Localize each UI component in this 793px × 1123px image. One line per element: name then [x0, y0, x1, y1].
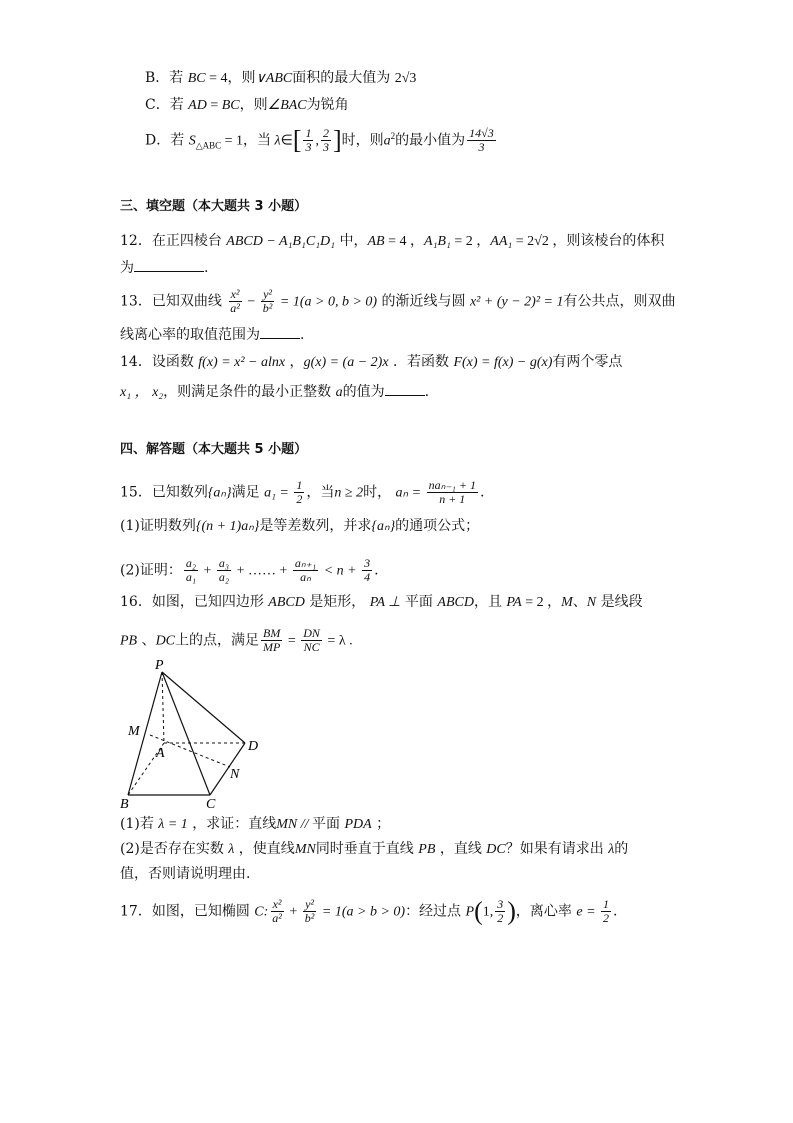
question-16-part-1: (1)若 λ = 1 ，求证：直线MN // 平面 PDA ； [120, 816, 391, 832]
question-17: 17．如图，已知椭圆 C: $\frac{\text{x²}}{\text{a²}}$ + $\frac{\text{y²}}{\text{b²}}$ = 1(a > b > 0)：经过点 P(1, $\frac{3}{2}$ )，离心率 e = $\frac{1}{2}$ . [120, 896, 618, 926]
option-b: B．若 BC = 4，则∨ABC面积的最大值为 2√3 [145, 70, 417, 86]
edge-pc [162, 672, 210, 795]
edge-cd [210, 743, 245, 795]
label-n: N [230, 767, 240, 782]
question-15: 15．已知数列{aₙ}满足 a₁ = $\frac{1}{2}$ ，当n ≥ 2时， aₙ = $\frac{\text{naₙ₋₁ + 1}}{n + 1}$ . [120, 478, 485, 506]
question-13: 13．已知双曲线 $\frac{\text{x²}}{\text{a²}}$ − $\frac{\text{y²}}{\text{b²}}$ = 1(a > 0, b > 0) 的渐近线与圆 x² + (y − 2)² = 1有公共点，则双曲 [120, 287, 676, 315]
edge-pa [162, 672, 164, 743]
answer-blank [260, 324, 300, 339]
edge-pd [162, 672, 245, 743]
question-14-line-2: x₁ ， x₂，则满足条件的最小正整数 a的值为 . [120, 381, 429, 403]
answer-blank [134, 257, 204, 272]
label-d: D [248, 739, 259, 754]
question-14: 14．设函数 f(x) = x² − alnx ，g(x) = (a − 2)x ．若函数 F(x) = f(x) − g(x)有两个零点 [120, 354, 623, 370]
question-16: 16．如图，已知四边形 ABCD 是矩形， PA ⊥ 平面 ABCD，且 PA = 2 ，M、N 是线段 [120, 594, 643, 610]
pyramid-figure [112, 655, 272, 810]
question-15-part-2: (2)证明： $\frac{\text{a₂}}{\text{a₁}}$ + $\frac{\text{a₃}}{\text{a₂}}$ + …… + $\frac{\text{aₙ₊₁}}{\text{aₙ}}$ < n + $\frac{3}{4}$ . [120, 556, 379, 584]
label-b: B [120, 797, 129, 810]
option-c: C．若 AD = BC，则∠BAC为锐角 [145, 97, 349, 113]
question-13-line-2: 线离心率的取值范围为 . [120, 324, 304, 345]
label-p: P [155, 658, 164, 673]
label-m: M [128, 724, 140, 739]
label-a: A [156, 746, 165, 761]
section-3-heading: 三、填空题（本大题共 3 小题） [120, 199, 308, 214]
answer-blank [385, 381, 425, 396]
question-16-part-2: (2)是否存在实数 λ ，使直线MN同时垂直于直线 PB ，直线 DC？如果有请求出 λ的 [120, 841, 629, 857]
question-12-blank-line: 为 . [120, 257, 208, 278]
question-16-part-2-line-2: 值，否则请说明理由. [120, 866, 251, 882]
label-c: C [206, 797, 216, 810]
question-15-part-1: (1)证明数列{(n + 1)aₙ}是等差数列，并求{aₙ}的通项公式； [120, 518, 480, 534]
option-d: D．若 $S_{\triangle ABC} = 1$，当 λ∈[ $\frac{1}{3}$ , $\frac{2}{3}$ ]时，则$a^2$的最小值为 $\frac{14√3}{3}$ [145, 125, 494, 155]
question-12: 12．在正四棱台 ABCD − A₁B₁C₁D₁ 中，AB = 4 ，A₁B₁ = 2 ，AA₁ = 2√2 ，则该棱台的体积 [120, 233, 665, 249]
question-16-line-2: PB 、DC上的点，满足 $\frac{BM}{MP}$ = $\frac{DN}{NC}$ = λ . [120, 626, 353, 654]
section-4-heading: 四、解答题（本大题共 5 小题） [120, 442, 308, 457]
